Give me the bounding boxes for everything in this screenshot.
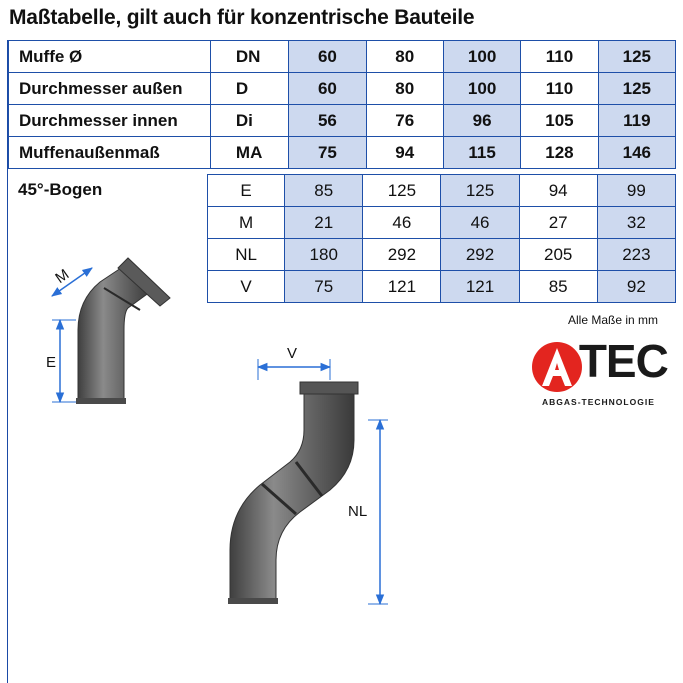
table-cell: 76 bbox=[366, 105, 443, 137]
table-cell: 27 bbox=[519, 207, 597, 239]
units-note: Alle Maße in mm bbox=[568, 313, 659, 327]
elbow-45-diagram bbox=[76, 258, 170, 404]
logo-brand: TEC bbox=[578, 335, 668, 387]
table-cell: 56 bbox=[289, 105, 366, 137]
table-cell: 85 bbox=[285, 175, 363, 207]
table-cell: 110 bbox=[521, 73, 598, 105]
table-cell: 94 bbox=[366, 137, 443, 169]
row-unit: NL bbox=[208, 239, 285, 271]
row-label: Durchmesser innen bbox=[9, 105, 211, 137]
table-cell: 21 bbox=[285, 207, 363, 239]
row-unit: V bbox=[208, 271, 285, 303]
table-cell: 60 bbox=[289, 73, 366, 105]
table-cell: 92 bbox=[597, 271, 675, 303]
table-cell: 205 bbox=[519, 239, 597, 271]
offset-bend-diagram bbox=[228, 382, 358, 604]
table-cell: 94 bbox=[519, 175, 597, 207]
row-unit: DN bbox=[210, 41, 288, 73]
table-cell: 105 bbox=[521, 105, 598, 137]
row-unit: E bbox=[208, 175, 285, 207]
table-cell: 100 bbox=[443, 73, 520, 105]
label-v: V bbox=[287, 345, 298, 362]
table-cell: 32 bbox=[597, 207, 675, 239]
row-unit: Di bbox=[210, 105, 288, 137]
table-cell: 292 bbox=[363, 239, 441, 271]
table-cell: 99 bbox=[597, 175, 675, 207]
label-nl: NL bbox=[348, 503, 368, 520]
table-cell: 46 bbox=[441, 207, 519, 239]
table-cell: 223 bbox=[597, 239, 675, 271]
label-m: M bbox=[52, 265, 73, 288]
table-cell: 115 bbox=[443, 137, 520, 169]
table-cell: 121 bbox=[441, 271, 519, 303]
row-unit: MA bbox=[210, 137, 288, 169]
table-cell: 292 bbox=[441, 239, 519, 271]
atec-logo bbox=[530, 335, 680, 410]
table-cell: 46 bbox=[363, 207, 441, 239]
table-cell: 80 bbox=[366, 73, 443, 105]
row-label: Muffenaußenmaß bbox=[9, 137, 211, 169]
row-label: Durchmesser außen bbox=[9, 73, 211, 105]
logo-subline: ABGAS-TECHNOLOGIE bbox=[542, 397, 655, 407]
table-cell: 128 bbox=[521, 137, 598, 169]
table-cell: 75 bbox=[289, 137, 366, 169]
table-cell: 125 bbox=[441, 175, 519, 207]
table-cell: 85 bbox=[519, 271, 597, 303]
bogen-label: 45°-Bogen bbox=[18, 180, 103, 199]
table-cell: 125 bbox=[363, 175, 441, 207]
table-cell: 180 bbox=[285, 239, 363, 271]
table-cell: 146 bbox=[598, 137, 675, 169]
table-cell: 60 bbox=[289, 41, 366, 73]
table-cell: 110 bbox=[521, 41, 598, 73]
table-cell: 80 bbox=[366, 41, 443, 73]
table-cell: 125 bbox=[598, 73, 675, 105]
table-cell: 119 bbox=[598, 105, 675, 137]
label-e: E bbox=[46, 354, 57, 371]
table-cell: 121 bbox=[363, 271, 441, 303]
page-title: Maßtabelle, gilt auch für konzentrische Bauteile bbox=[9, 6, 475, 29]
table-cell: 96 bbox=[443, 105, 520, 137]
table-cell: 75 bbox=[285, 271, 363, 303]
row-label: Muffe Ø bbox=[9, 41, 211, 73]
table-cell: 100 bbox=[443, 41, 520, 73]
table-cell: 125 bbox=[598, 41, 675, 73]
row-unit: M bbox=[208, 207, 285, 239]
row-unit: D bbox=[210, 73, 288, 105]
